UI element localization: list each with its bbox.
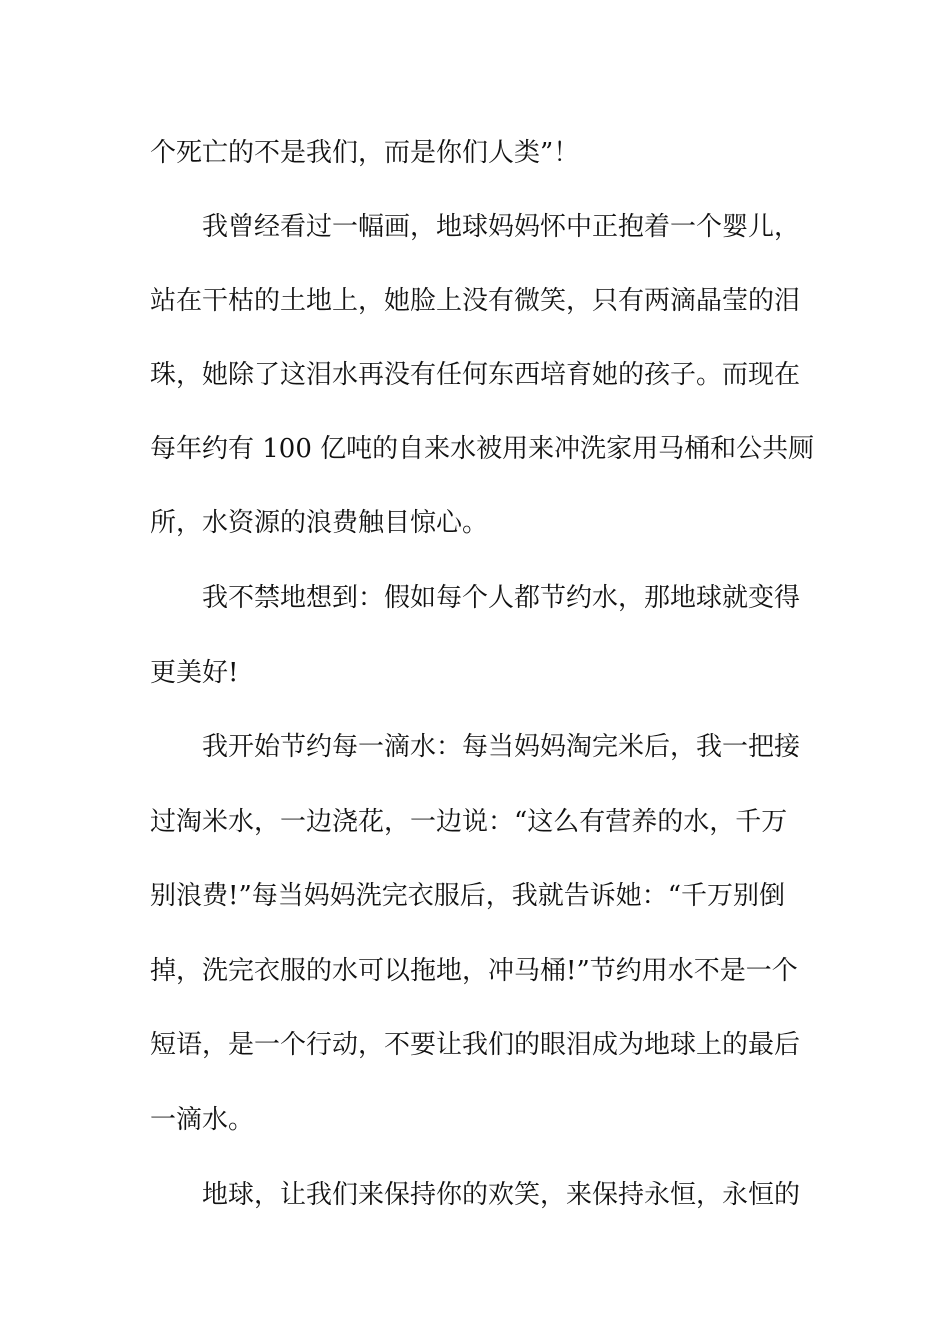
text-line: 掉，洗完衣服的水可以拖地，冲马桶!”节约用水不是一个	[150, 956, 798, 986]
text-line: 所，水资源的浪费触目惊心。	[150, 508, 489, 538]
paragraph-first-line: 地球，让我们来保持你的欢笑，来保持永恒，永恒的	[202, 1180, 801, 1210]
text-line: 短语，是一个行动，不要让我们的眼泪成为地球上的最后	[150, 1030, 801, 1060]
text-line: 个死亡的不是我们，而是你们人类”！	[150, 138, 580, 168]
text-line: 站在干枯的土地上，她脸上没有微笑，只有两滴晶莹的泪	[150, 286, 801, 316]
text-line: 珠，她除了这泪水再没有任何东西培育她的孩子。而现在	[150, 360, 801, 390]
text-line: 别浪费!”每当妈妈洗完衣服后，我就告诉她：“千万别倒	[150, 881, 786, 911]
text-line: 更美好!	[150, 658, 239, 688]
text-line: 每年约有 100 亿吨的自来水被用来冲洗家用马桶和公共厕	[150, 434, 815, 464]
text-line: 过淘米水，一边浇花，一边说：“这么有营养的水，千万	[150, 807, 788, 837]
paragraph-first-line: 我开始节约每一滴水：每当妈妈淘完米后，我一把接	[202, 732, 801, 762]
paragraph-first-line: 我曾经看过一幅画，地球妈妈怀中正抱着一个婴儿，	[202, 212, 801, 242]
paragraph-first-line: 我不禁地想到：假如每个人都节约水，那地球就变得	[202, 583, 801, 613]
text-line: 一滴水。	[150, 1105, 255, 1135]
